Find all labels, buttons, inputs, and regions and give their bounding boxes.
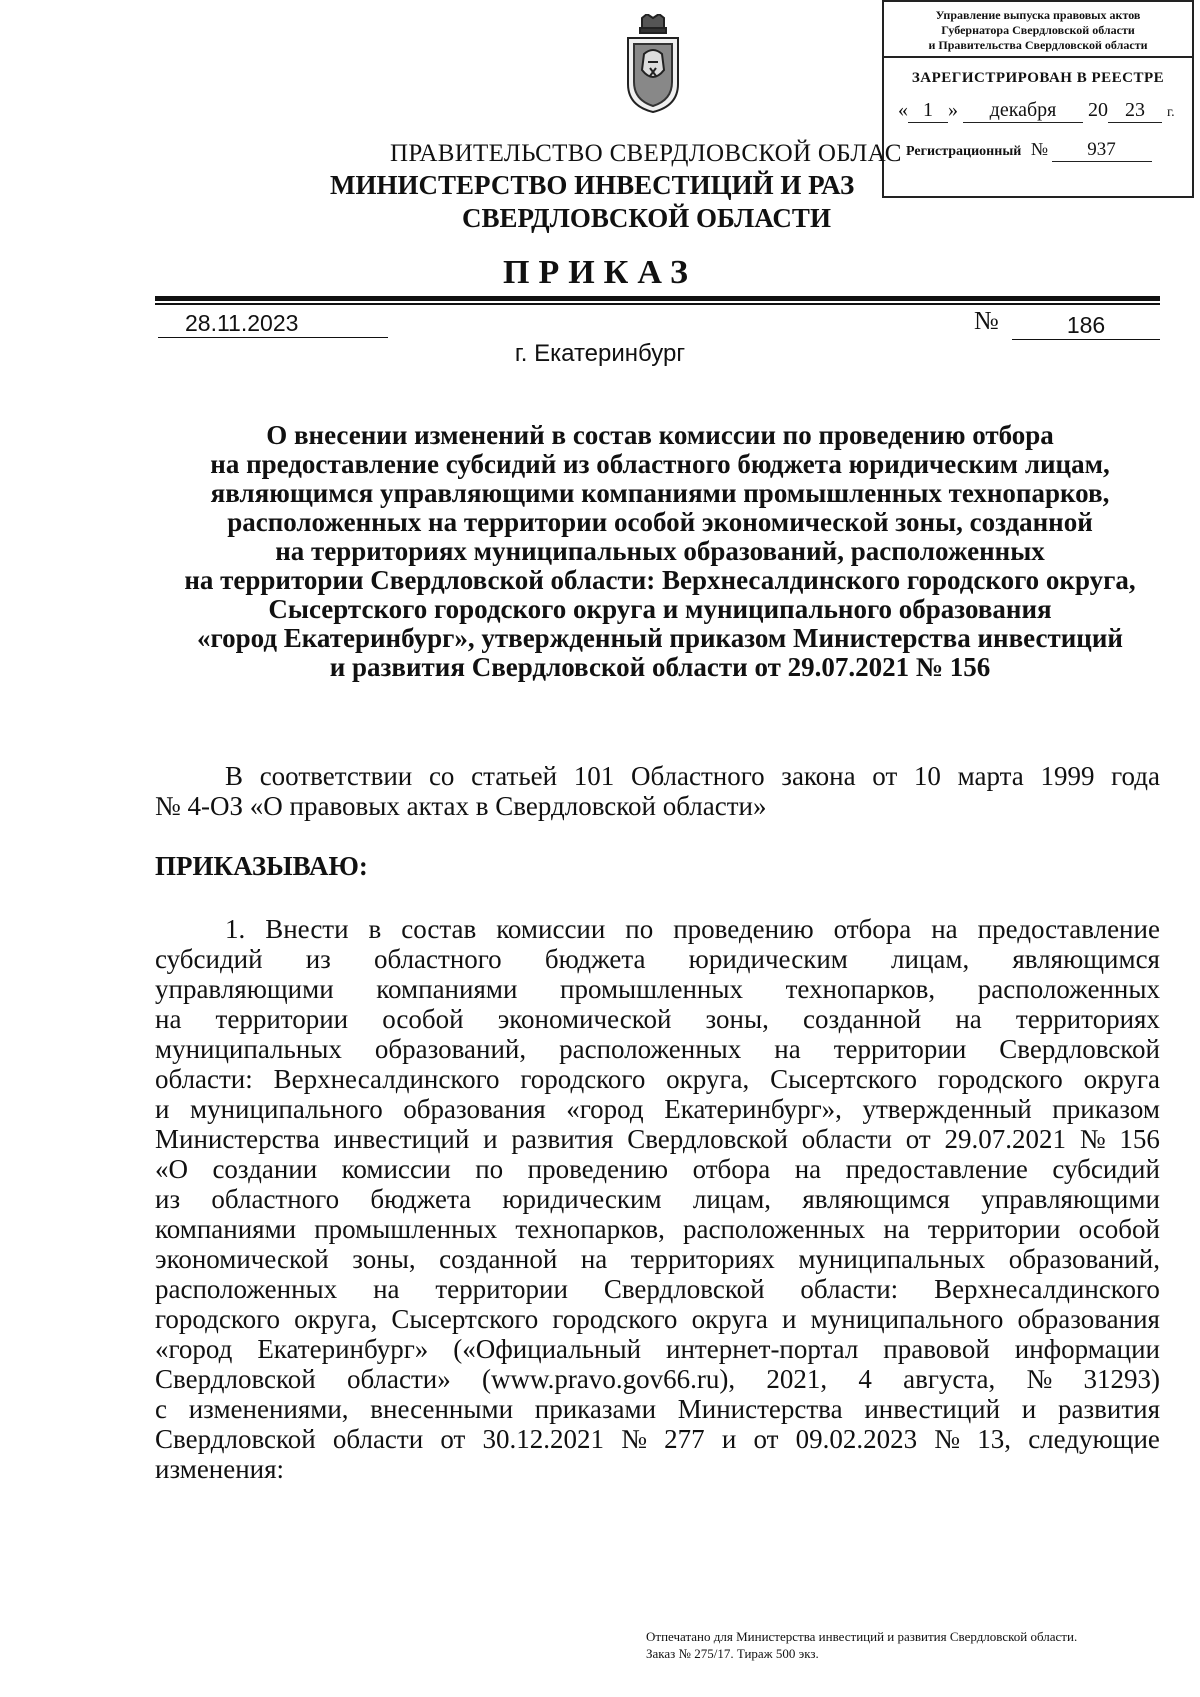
order-subject <box>140 421 1180 682</box>
item-line: Министерства инвестиций и развития Свердловской области от 29.07.2021 № 156 <box>155 1124 1160 1154</box>
item-1-paragraph <box>155 914 1160 1484</box>
item-line: экономической зоны, созданной на территориях муниципальных образований, <box>155 1244 1160 1274</box>
stamp-header-line: Управление выпуска правовых актов <box>935 8 1141 22</box>
stamp-month: декабря <box>963 99 1083 123</box>
item-line: области: Верхнесалдинского городского округа, Сысертского городского округа <box>155 1064 1160 1094</box>
subject-line: являющимся управляющими компаниями промышленных технопарков, <box>210 478 1110 508</box>
stamp-header-line: и Правительства Свердловской области <box>928 38 1148 52</box>
item-line: компаниями промышленных технопарков, расположенных на территории особой <box>155 1214 1160 1244</box>
footer-line: Заказ № 275/17. Тираж 500 экз. <box>646 1646 819 1661</box>
stamp-year-letter: г. <box>1167 105 1175 120</box>
order-date <box>158 310 388 338</box>
order-city: г. Екатеринбург <box>514 340 686 367</box>
stamp-year-suffix: 23 <box>1108 99 1162 123</box>
subject-line: на территории Свердловской области: Верхнесалдинского городского округа, <box>184 565 1136 595</box>
order-number: 186 <box>1012 312 1160 340</box>
stamp-day: 1 <box>908 99 948 123</box>
stamp-no-sign: № <box>1030 139 1049 159</box>
stamp-date: « 1 » декабря 20 23 г. <box>898 99 1175 121</box>
item-line: городского округа, Сысертского городского округа и муниципального образования <box>155 1304 1160 1334</box>
basis-paragraph <box>155 761 1160 821</box>
item-line: и муниципального образования «город Екатеринбург», утвержденный приказом <box>155 1094 1160 1124</box>
ministry-name: МИНИСТЕРСТВО ИНВЕСТИЦИЙ И РАЗ <box>330 170 855 200</box>
item-line: из областного бюджета юридическим лицам, являющимся управляющими <box>155 1184 1160 1214</box>
document-type-title: ПРИКАЗ <box>503 254 697 291</box>
stamp-registered-label: ЗАРЕГИСТРИРОВАН В РЕЕСТРЕ <box>911 70 1165 86</box>
subject-line: и развития Свердловской области от 29.07.2021 № 156 <box>329 652 991 682</box>
item-line: 1. Внести в состав комиссии по проведению отбора на предоставление <box>225 914 1160 944</box>
subject-line: на предоставление субсидий из областного бюджета юридическим лицам, <box>210 449 1110 479</box>
stamp-reg-label: Регистрационный <box>906 144 1022 159</box>
subject-line: О внесении изменений в состав комиссии по проведению отбора <box>266 420 1054 450</box>
stamp-reg-value: 937 <box>1052 139 1152 162</box>
government-name: ПРАВИТЕЛЬСТВО СВЕРДЛОВСКОЙ ОБЛАС <box>390 140 902 167</box>
item-line: Свердловской области» (www.pravo.gov66.ru), 2021, 4 августа, № 31293) <box>155 1364 1160 1394</box>
item-line: «О создании комиссии по проведению отбора на предоставление субсидий <box>155 1154 1160 1184</box>
item-line: на территории особой экономической зоны, созданной на территориях <box>155 1004 1160 1034</box>
item-line: изменения: <box>155 1454 285 1484</box>
item-line: управляющими компаниями промышленных технопарков, расположенных <box>155 974 1160 1004</box>
order-number-sign: № <box>974 306 999 335</box>
basis-line: В соответствии со статьей 101 Областного закона от 10 марта 1999 года <box>225 761 1160 791</box>
header-rule-thick <box>155 296 1160 301</box>
item-line: Свердловской области от 30.12.2021 № 277 и от 09.02.2023 № 13, следующие <box>155 1424 1160 1454</box>
item-line: расположенных на территории Свердловской области: Верхнесалдинского <box>155 1274 1160 1304</box>
subject-line: Сысертского городского округа и муниципального образования <box>268 594 1052 624</box>
footer-line: Отпечатано для Министерства инвестиций и развития Свердловской области. <box>646 1629 1078 1644</box>
subject-line: «город Екатеринбург», утвержденный приказом Министерства инвестиций <box>197 623 1123 653</box>
subject-line: на территориях муниципальных образований, расположенных <box>275 536 1045 566</box>
basis-line: № 4-ОЗ «О правовых актах в Свердловской области» <box>155 791 767 821</box>
stamp-year-prefix: 20 <box>1088 99 1108 121</box>
item-line: муниципальных образований, расположенных на территории Свердловской <box>155 1034 1160 1064</box>
item-line: с изменениями, внесенными приказами Министерства инвестиций и развития <box>155 1394 1160 1424</box>
stamp-reg-number <box>884 139 1192 162</box>
header-rule-thin <box>155 303 1160 305</box>
order-keyword: ПРИКАЗЫВАЮ: <box>155 851 368 881</box>
stamp-header-line: Губернатора Свердловской области <box>941 23 1135 37</box>
print-footer <box>646 1628 1077 1662</box>
registry-stamp <box>882 0 1194 198</box>
item-line: субсидий из областного бюджета юридическим лицам, являющимся <box>155 944 1160 974</box>
region-name: СВЕРДЛОВСКОЙ ОБЛАСТИ <box>462 203 831 233</box>
item-line: «город Екатеринбург» («Официальный интернет-портал правовой информации <box>155 1334 1160 1364</box>
order-date-value: 28.11.2023 <box>185 310 299 336</box>
stamp-header <box>884 2 1192 58</box>
subject-line: расположенных на территории особой экономической зоны, созданной <box>227 507 1093 537</box>
coat-of-arms-emblem <box>620 14 686 114</box>
